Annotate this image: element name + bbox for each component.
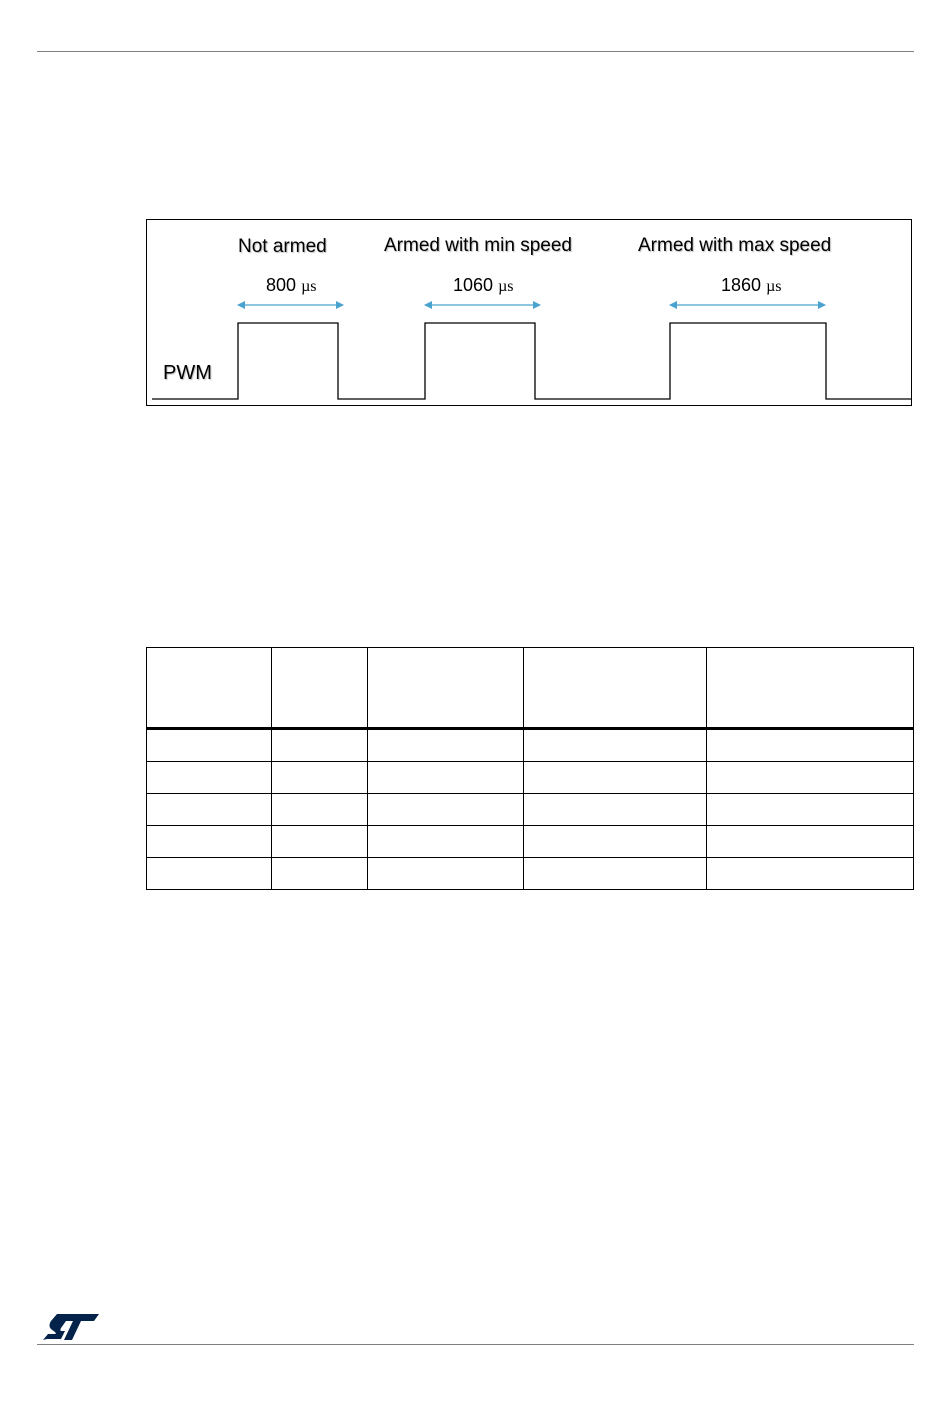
table-cell (272, 826, 368, 858)
duration-value: 800 (266, 275, 297, 295)
table-header-cell (707, 648, 914, 729)
table-cell (147, 826, 272, 858)
table-cell (272, 858, 368, 890)
table-row (147, 729, 914, 762)
table-cell (524, 826, 707, 858)
table-cell (707, 826, 914, 858)
table-cell (368, 729, 524, 762)
pwm-waveform-line (152, 323, 912, 399)
table-cell (524, 762, 707, 794)
table-row (147, 794, 914, 826)
table-row (147, 762, 914, 794)
table-header-cell (368, 648, 524, 729)
table-cell (707, 762, 914, 794)
state-label-not-armed: Not armed (238, 236, 327, 257)
st-logo (43, 1312, 101, 1342)
duration-unit: µs (301, 278, 317, 295)
state-label-min-speed: Armed with min speed (384, 235, 572, 256)
table-cell (368, 826, 524, 858)
table-cell (272, 794, 368, 826)
table-cell (524, 729, 707, 762)
table-row (147, 826, 914, 858)
duration-unit: µs (498, 278, 514, 295)
table-cell (147, 762, 272, 794)
table-cell (147, 858, 272, 890)
table-cell (368, 762, 524, 794)
duration-unit: µs (766, 278, 782, 295)
duration-value: 1060 (453, 275, 494, 295)
table-cell (707, 858, 914, 890)
signal-label-pwm: PWM (163, 362, 212, 384)
table-header-cell (524, 648, 707, 729)
table-cell (524, 858, 707, 890)
table-cell (524, 794, 707, 826)
table-cell (368, 794, 524, 826)
table-cell (272, 762, 368, 794)
duration-label-max-speed (721, 275, 782, 296)
duration-value: 1860 (721, 275, 762, 295)
data-table (146, 647, 914, 890)
pwm-timing-figure (146, 219, 912, 406)
table-header-cell (147, 648, 272, 729)
table-row (147, 858, 914, 890)
table-cell (147, 794, 272, 826)
table-header-row (147, 648, 914, 729)
table-cell (147, 729, 272, 762)
table-cell (707, 729, 914, 762)
table-cell (368, 858, 524, 890)
footer-rule (37, 1344, 914, 1345)
duration-label-min-speed (453, 275, 514, 296)
duration-label-not-armed (266, 275, 317, 296)
header-rule (37, 51, 914, 52)
table-header-cell (272, 648, 368, 729)
state-label-max-speed: Armed with max speed (638, 235, 832, 256)
table-cell (272, 729, 368, 762)
table-cell (707, 794, 914, 826)
